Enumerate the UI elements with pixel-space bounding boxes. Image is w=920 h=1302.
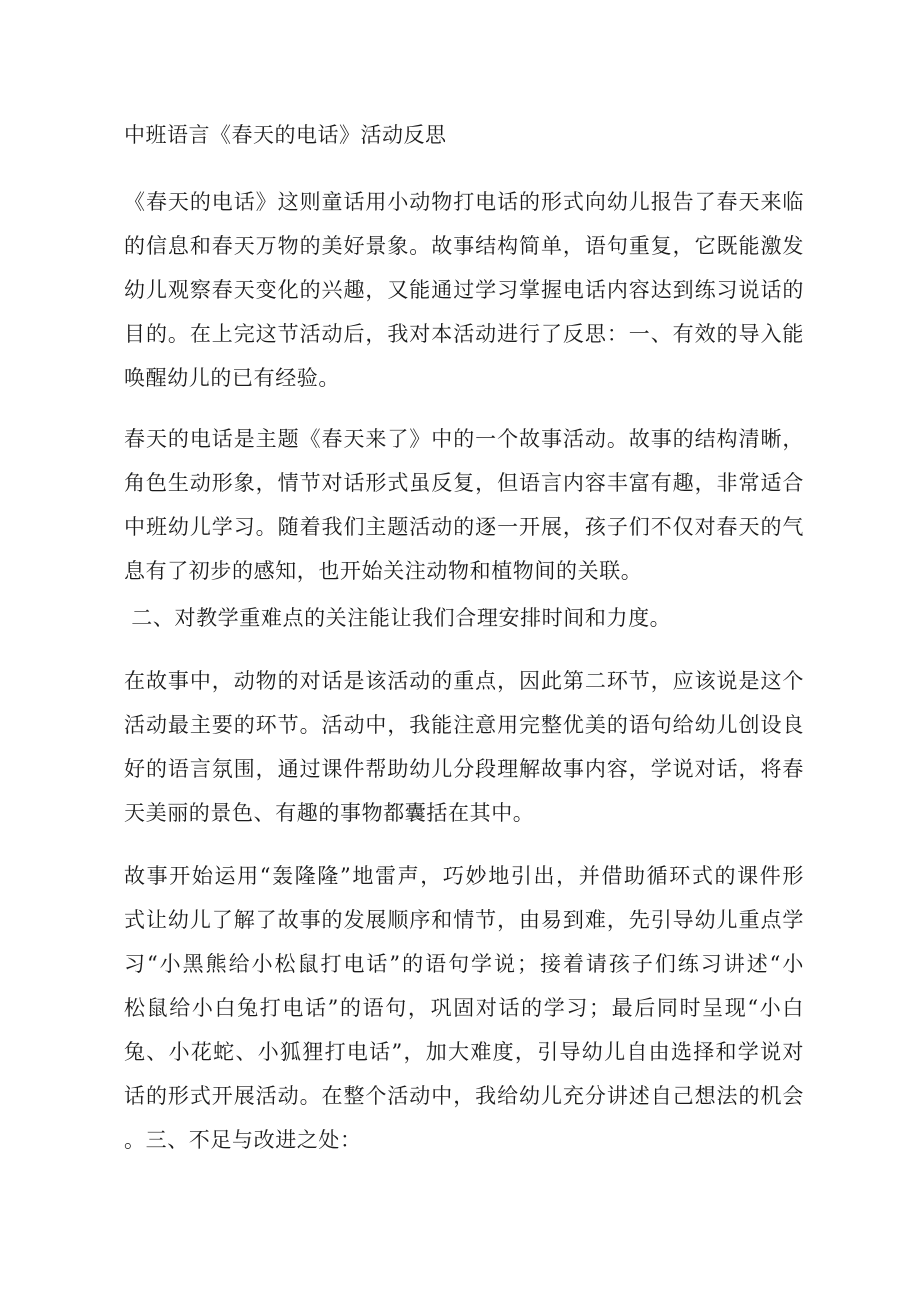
paragraph-line: 式让幼儿了解了故事的发展顺序和情节，由易到难，先引导幼儿重点学	[124, 908, 804, 932]
paragraph-line: 角色生动形象，情节对话形式虽反复，但语言内容丰富有趣，非常适合	[124, 471, 804, 495]
paragraph-line: 幼儿观察春天变化的兴趣，又能通过学习掌握电话内容达到练习说话的	[124, 278, 804, 302]
paragraph-line: 松鼠给小白兔打电话”的语句，巩固对话的学习；最后同时呈现“小白	[124, 996, 804, 1020]
paragraph-line: 的信息和春天万物的美好景象。故事结构简单，语句重复，它既能激发	[124, 234, 804, 258]
paragraph-story-process	[124, 854, 804, 1162]
paragraph-intro	[124, 180, 804, 400]
paragraph-line: 兔、小花蛇、小狐狸打电话”，加大难度，引导幼儿自由选择和学说对	[124, 1040, 804, 1064]
paragraph-line: 唤醒幼儿的已有经验。	[124, 366, 340, 390]
paragraph-line: 中班幼儿学习。随着我们主题活动的逐一开展，孩子们不仅对春天的气	[124, 515, 804, 539]
paragraph-theme	[124, 417, 804, 593]
paragraph-line: 。三、不足与改进之处：	[124, 1128, 362, 1152]
paragraph-line: 习“小黑熊给小松鼠打电话”的语句学说；接着请孩子们练习讲述“小	[124, 952, 804, 976]
paragraph-line: 二、对教学重难点的关注能让我们合理安排时间和力度。	[124, 606, 672, 630]
paragraph-line: 目的。在上完这节活动后，我对本活动进行了反思：一、有效的导入能	[124, 322, 804, 346]
section-heading-two	[124, 596, 804, 640]
paragraph-key-points	[124, 659, 804, 835]
paragraph-line: 活动最主要的环节。活动中，我能注意用完整优美的语句给幼儿创设良	[124, 713, 804, 737]
paragraph-line: 话的形式开展活动。在整个活动中，我给幼儿充分讲述自己想法的机会	[124, 1084, 804, 1108]
paragraph-line: 《春天的电话》这则童话用小动物打电话的形式向幼儿报告了春天来临	[124, 190, 804, 214]
paragraph-line: 春天的电话是主题《春天来了》中的一个故事活动。故事的结构清晰，	[124, 427, 804, 451]
paragraph-line: 在故事中，动物的对话是该活动的重点，因此第二环节，应该说是这个	[124, 669, 804, 693]
document-title: 中班语言《春天的电话》活动反思	[124, 123, 447, 147]
paragraph-line: 息有了初步的感知，也开始关注动物和植物间的关联。	[124, 559, 643, 583]
paragraph-line: 故事开始运用“轰隆隆”地雷声，巧妙地引出，并借助循环式的课件形	[124, 864, 804, 888]
paragraph-line: 好的语言氛围，通过课件帮助幼儿分段理解故事内容，学说对话，将春	[124, 757, 804, 781]
paragraph-line: 天美丽的景色、有趣的事物都囊括在其中。	[124, 801, 535, 825]
